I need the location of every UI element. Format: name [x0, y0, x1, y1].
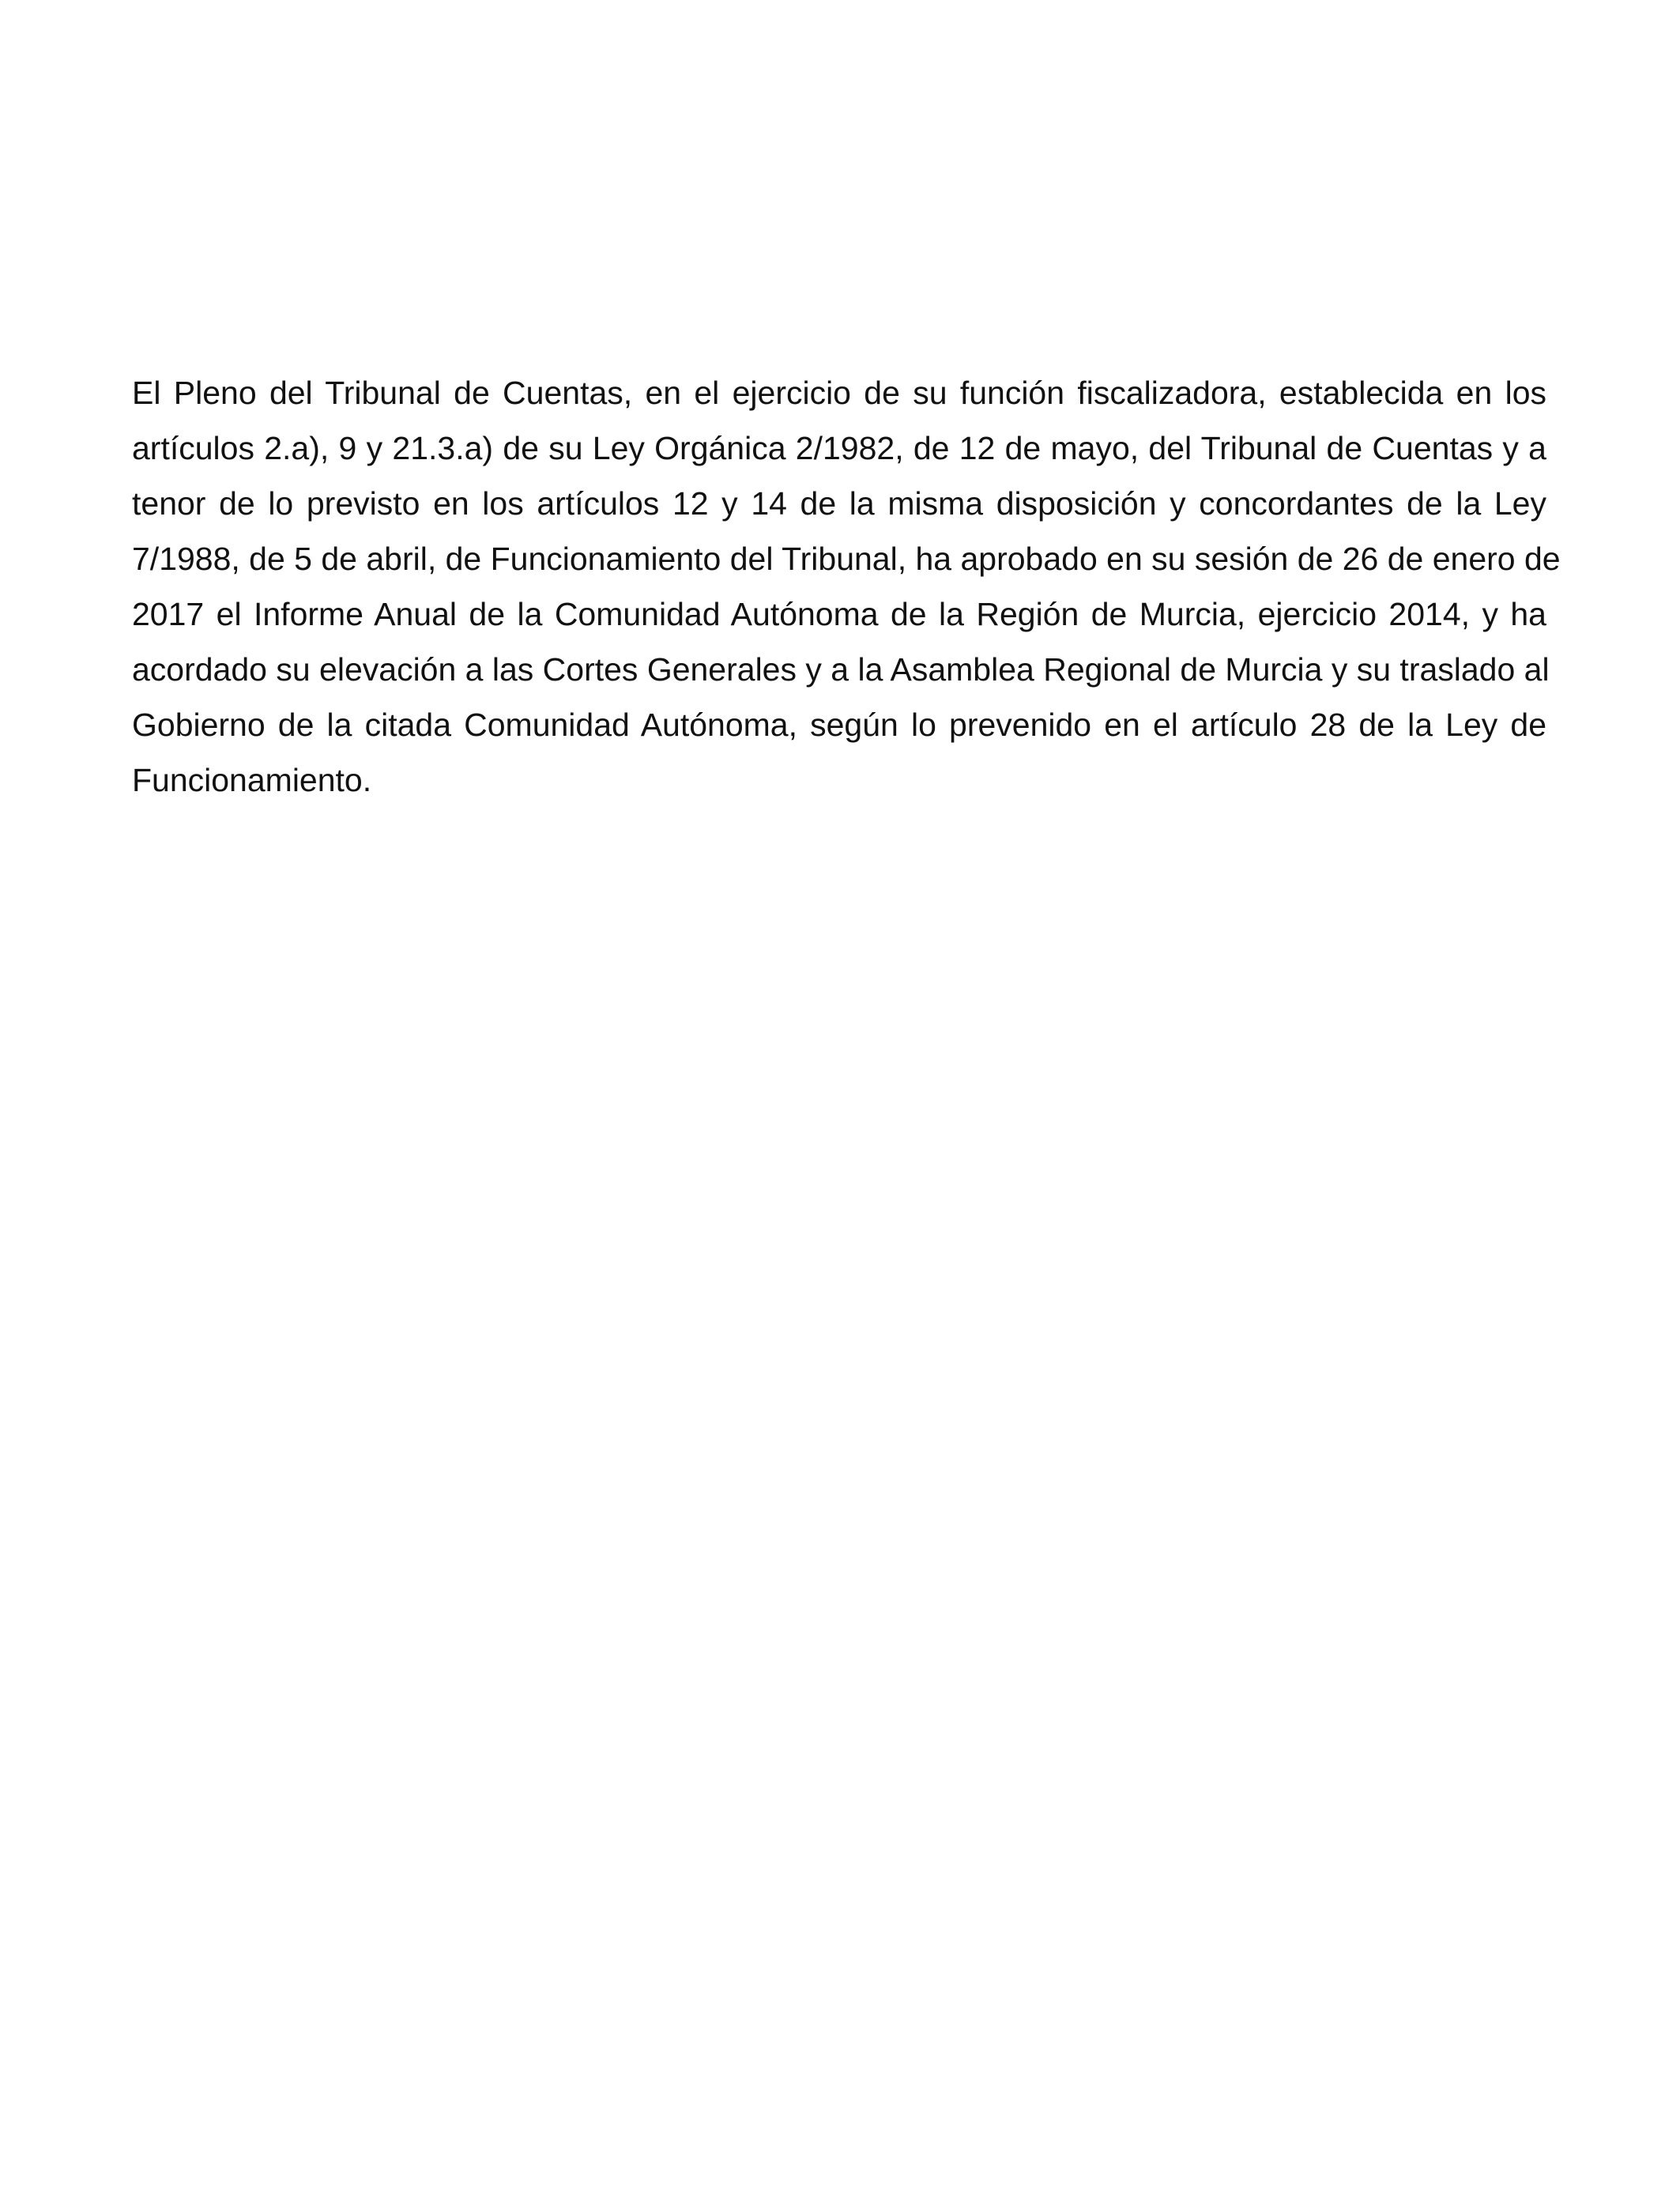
paragraph-line: artículos 2.a), 9 y 21.3.a) de su Ley Orgánica 2/1982, de 12 de mayo, del Tribunal de Cuentas y a	[132, 430, 1546, 466]
body-paragraph	[132, 365, 1561, 808]
paragraph-line: El Pleno del Tribunal de Cuentas, en el ejercicio de su función fiscalizadora, establecida en los	[132, 375, 1546, 411]
paragraph-line: Gobierno de la citada Comunidad Autónoma, según lo prevenido en el artículo 28 de la Ley de	[132, 707, 1546, 743]
paragraph-line: 2017 el Informe Anual de la Comunidad Autónoma de la Región de Murcia, ejercicio 2014, y ha	[132, 596, 1546, 632]
paragraph-line: acordado su elevación a las Cortes Generales y a la Asamblea Regional de Murcia y su traslado al	[132, 651, 1550, 688]
paragraph-line: 7/1988, de 5 de abril, de Funcionamiento del Tribunal, ha aprobado en su sesión de 26 de enero de	[132, 541, 1561, 577]
paragraph-line: tenor de lo previsto en los artículos 12 y 14 de la misma disposición y concordantes de la Ley	[132, 485, 1546, 522]
paragraph-line: Funcionamiento.	[132, 762, 372, 798]
